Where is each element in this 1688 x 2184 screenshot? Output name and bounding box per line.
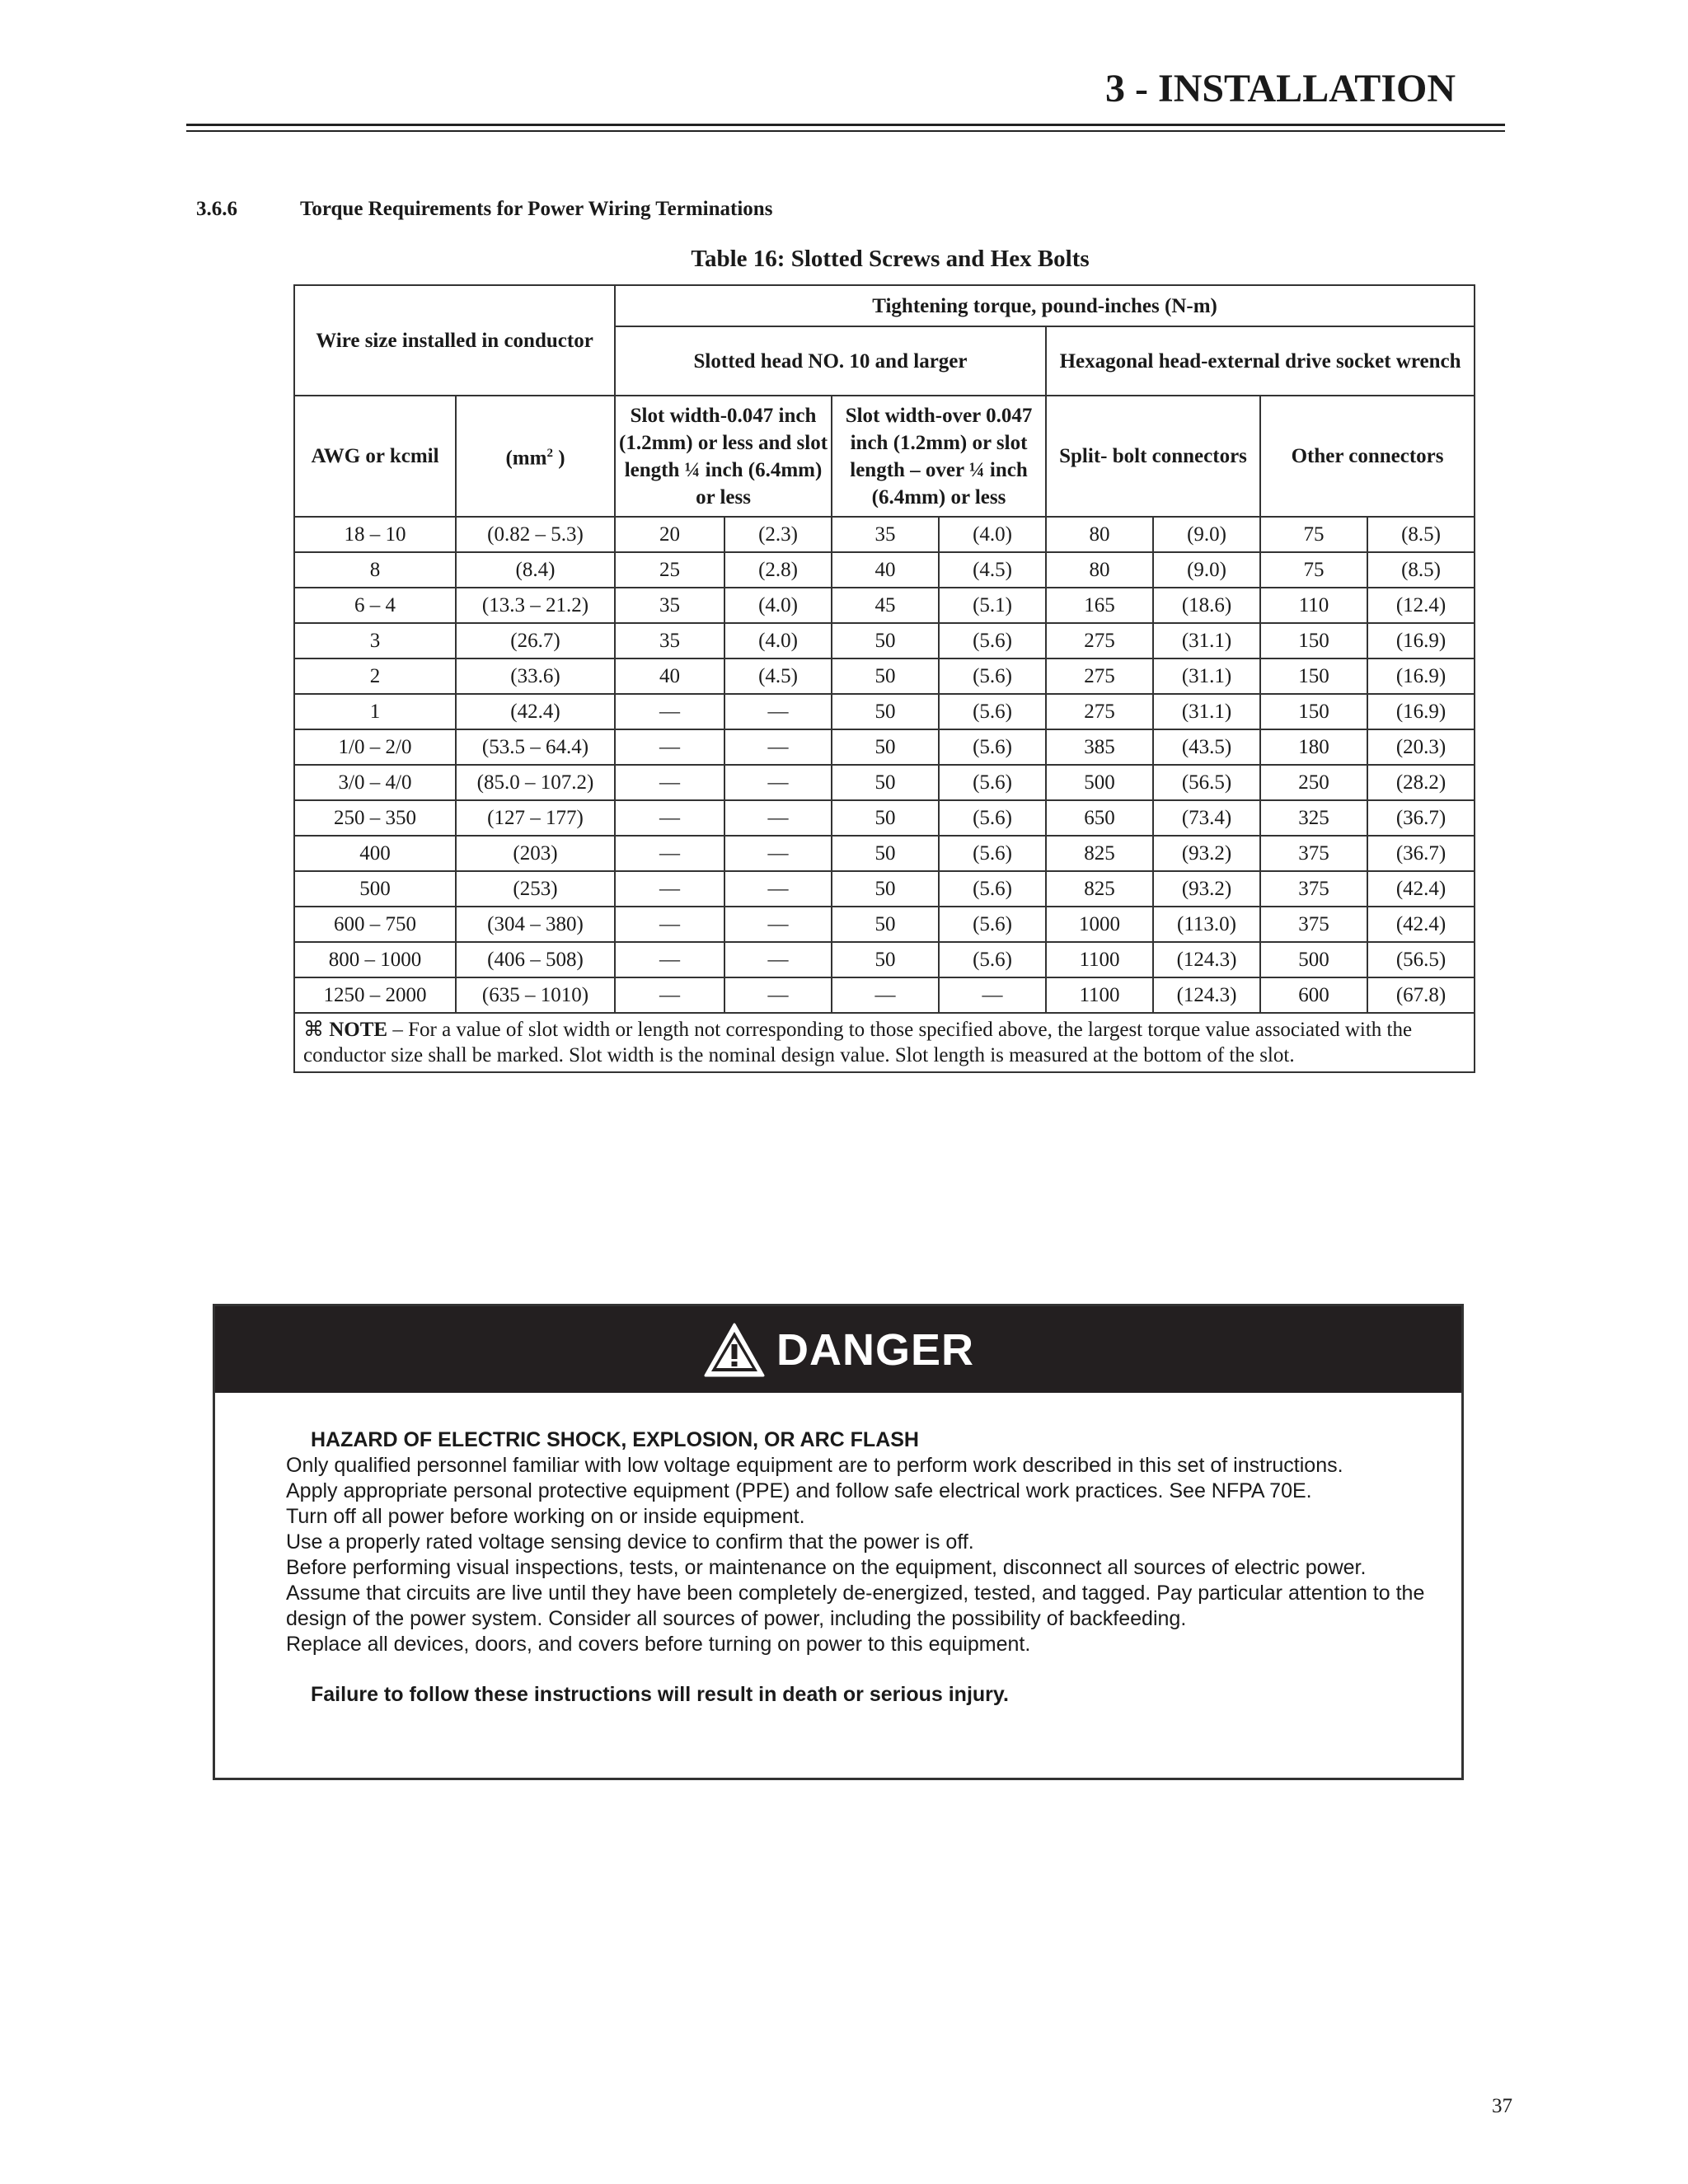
section-number: 3.6.6 (196, 198, 237, 220)
danger-line: Only qualified personnel familiar with low voltage equipment are to perform work described in this set of instructions. (286, 1454, 1343, 1477)
table-row (294, 871, 1475, 907)
table-cell: (4.5) (939, 552, 1046, 588)
table-cell: 150 (1260, 623, 1367, 658)
table-cell: 375 (1260, 871, 1367, 907)
table-cell: 50 (832, 623, 939, 658)
table-cell: (5.6) (939, 871, 1046, 907)
header-mm2: ($mm^2$ ) (456, 396, 615, 517)
header-slot-small: Slot width-0.047 inch (1.2mm) or less and slot length ¼ inch (6.4mm) or less (615, 396, 832, 517)
table-cell: (42.4) (1367, 871, 1475, 907)
table-cell: (124.3) (1153, 977, 1260, 1013)
table-cell: — (615, 871, 724, 907)
table-cell: 50 (832, 836, 939, 871)
table-cell: — (724, 765, 832, 800)
note-label: NOTE (329, 1019, 388, 1041)
table-cell: 1 (294, 694, 456, 729)
table-cell: (56.5) (1153, 765, 1260, 800)
table-cell: (18.6) (1153, 588, 1260, 623)
table-cell: 500 (1260, 942, 1367, 977)
table-cell: — (724, 977, 832, 1013)
table-cell: 400 (294, 836, 456, 871)
torque-table (293, 284, 1475, 1073)
table-cell: 25 (615, 552, 724, 588)
table-cell: (0.82 – 5.3) (456, 517, 615, 552)
table-cell: (5.6) (939, 658, 1046, 694)
table-row (294, 694, 1475, 729)
table-caption: Table 16: Slotted Screws and Hex Bolts (691, 246, 1090, 272)
table-cell: 650 (1046, 800, 1153, 836)
table-cell: (304 – 380) (456, 907, 615, 942)
header-slotted-group: Slotted head NO. 10 and larger (615, 326, 1046, 396)
table-cell: 150 (1260, 658, 1367, 694)
table-cell: 8 (294, 552, 456, 588)
header-awg: AWG or kcmil (294, 396, 456, 517)
table-row (294, 836, 1475, 871)
table-note (294, 1013, 1475, 1072)
table-cell: (5.6) (939, 765, 1046, 800)
table-cell: 50 (832, 800, 939, 836)
table-cell: 50 (832, 871, 939, 907)
chapter-title: 3 - INSTALLATION (1105, 67, 1456, 110)
table-cell: (203) (456, 836, 615, 871)
table-cell: (5.6) (939, 907, 1046, 942)
table-cell: 45 (832, 588, 939, 623)
table-cell: (9.0) (1153, 552, 1260, 588)
danger-line: Assume that circuits are live until they have been completely de-energized, tested, and tagged. Pay particular attention to the design of the power system. Consider all sources of power, including the possibility of backfeeding. (286, 1582, 1425, 1630)
table-row (294, 623, 1475, 658)
table-cell: 50 (832, 694, 939, 729)
header-slot-large: Slot width-over 0.047 inch (1.2mm) or slot length – over ¼ inch (6.4mm) or less (832, 396, 1046, 517)
table-cell: — (615, 836, 724, 871)
table-cell: (36.7) (1367, 800, 1475, 836)
table-cell: (43.5) (1153, 729, 1260, 765)
table-cell: (4.0) (939, 517, 1046, 552)
table-cell: (20.3) (1367, 729, 1475, 765)
table-cell: — (724, 907, 832, 942)
table-cell: (5.6) (939, 942, 1046, 977)
table-cell: — (724, 800, 832, 836)
table-cell: 50 (832, 729, 939, 765)
table-cell: (73.4) (1153, 800, 1260, 836)
table-cell: 1100 (1046, 977, 1153, 1013)
table-row (294, 658, 1475, 694)
danger-title: DANGER (776, 1324, 974, 1375)
table-cell: (8.5) (1367, 517, 1475, 552)
table-cell: 6 – 4 (294, 588, 456, 623)
table-cell: 35 (615, 623, 724, 658)
table-cell: (8.5) (1367, 552, 1475, 588)
table-cell: (5.6) (939, 800, 1046, 836)
table-cell: — (615, 729, 724, 765)
table-cell: 275 (1046, 694, 1153, 729)
table-cell: 75 (1260, 517, 1367, 552)
table-cell: (42.4) (1367, 907, 1475, 942)
table-cell: (53.5 – 64.4) (456, 729, 615, 765)
table-cell: (5.6) (939, 623, 1046, 658)
table-row (294, 907, 1475, 942)
table-row (294, 517, 1475, 552)
section-title: Torque Requirements for Power Wiring Terminations (300, 198, 773, 220)
table-cell: (42.4) (456, 694, 615, 729)
header-rule-thin (186, 130, 1505, 132)
table-row (294, 552, 1475, 588)
page-number: 37 (1492, 2095, 1512, 2117)
table-cell: (4.0) (724, 588, 832, 623)
danger-line: Before performing visual inspections, tests, or maintenance on the equipment, disconnect all sources of electric power. (286, 1556, 1367, 1579)
table-cell: 600 – 750 (294, 907, 456, 942)
table-cell: (9.0) (1153, 517, 1260, 552)
danger-body (215, 1393, 1461, 1708)
table-cell: 375 (1260, 836, 1367, 871)
header-split-bolt: Split- bolt connectors (1046, 396, 1260, 517)
table-cell: 275 (1046, 623, 1153, 658)
table-cell: — (939, 977, 1046, 1013)
table-cell: 50 (832, 765, 939, 800)
table-cell: 375 (1260, 907, 1367, 942)
table-cell: 1/0 – 2/0 (294, 729, 456, 765)
table-row (294, 942, 1475, 977)
table-cell: (12.4) (1367, 588, 1475, 623)
header-tightening-torque: Tightening torque, pound-inches (N-m) (615, 285, 1475, 326)
table-cell: 1100 (1046, 942, 1153, 977)
table-cell: (93.2) (1153, 871, 1260, 907)
header-rule-thick (186, 124, 1505, 126)
table-cell: 250 – 350 (294, 800, 456, 836)
table-cell: (28.2) (1367, 765, 1475, 800)
table-row (294, 977, 1475, 1013)
table-cell: 180 (1260, 729, 1367, 765)
table-cell: — (724, 729, 832, 765)
table-cell: — (615, 942, 724, 977)
table-cell: (31.1) (1153, 623, 1260, 658)
table-cell: 325 (1260, 800, 1367, 836)
table-cell: (5.6) (939, 694, 1046, 729)
table-cell: 3/0 – 4/0 (294, 765, 456, 800)
table-cell: — (615, 800, 724, 836)
table-cell: (16.9) (1367, 694, 1475, 729)
table-cell: 1000 (1046, 907, 1153, 942)
table-cell: 800 – 1000 (294, 942, 456, 977)
table-cell: (124.3) (1153, 942, 1260, 977)
table-row (294, 765, 1475, 800)
table-cell: 385 (1046, 729, 1153, 765)
table-cell: 18 – 10 (294, 517, 456, 552)
table-cell: 275 (1046, 658, 1153, 694)
table-cell: 35 (832, 517, 939, 552)
table-cell: — (724, 836, 832, 871)
table-cell: (4.5) (724, 658, 832, 694)
danger-line: Replace all devices, doors, and covers before turning on power to this equipment. (286, 1633, 1031, 1656)
danger-banner (215, 1306, 1461, 1393)
table-cell: (113.0) (1153, 907, 1260, 942)
table-cell: 1250 – 2000 (294, 977, 456, 1013)
table-cell: 80 (1046, 517, 1153, 552)
table-cell: 110 (1260, 588, 1367, 623)
note-text: – For a value of slot width or length not corresponding to those specified above, the largest torque value associated with the conductor size shall be marked. Slot width is the nominal design value. Slot length is measured at the bottom of the slot. (303, 1019, 1413, 1066)
hazard-heading: HAZARD OF ELECTRIC SHOCK, EXPLOSION, OR ARC FLASH (311, 1428, 919, 1451)
table-cell: — (615, 977, 724, 1013)
table-row (294, 729, 1475, 765)
danger-notice (213, 1304, 1464, 1780)
table-cell: (85.0 – 107.2) (456, 765, 615, 800)
danger-line: Turn off all power before working on or inside equipment. (286, 1505, 805, 1528)
table-cell: (26.7) (456, 623, 615, 658)
table-cell: (253) (456, 871, 615, 907)
header-other-connectors: Other connectors (1260, 396, 1475, 517)
table-body (294, 517, 1475, 1013)
table-cell: 35 (615, 588, 724, 623)
header-wire-size: Wire size installed in conductor (294, 285, 615, 396)
failure-warning: Failure to follow these instructions will result in death or serious injury. (311, 1683, 1009, 1706)
table-cell: 250 (1260, 765, 1367, 800)
table-cell: (56.5) (1367, 942, 1475, 977)
table-cell: 3 (294, 623, 456, 658)
table-cell: 165 (1046, 588, 1153, 623)
table-row (294, 800, 1475, 836)
table-cell: (5.6) (939, 729, 1046, 765)
table-cell: 500 (294, 871, 456, 907)
table-cell: 825 (1046, 871, 1153, 907)
section-heading (196, 198, 772, 221)
table-cell: — (615, 694, 724, 729)
table-cell: 50 (832, 907, 939, 942)
table-cell: 40 (832, 552, 939, 588)
note-symbol: ⌘ (303, 1019, 324, 1041)
table-cell: (635 – 1010) (456, 977, 615, 1013)
table-cell: — (615, 907, 724, 942)
table-cell: 2 (294, 658, 456, 694)
table-cell: (67.8) (1367, 977, 1475, 1013)
table-cell: (36.7) (1367, 836, 1475, 871)
table-row (294, 588, 1475, 623)
table-cell: (8.4) (456, 552, 615, 588)
danger-line: Use a properly rated voltage sensing device to confirm that the power is off. (286, 1530, 974, 1554)
table-cell: (93.2) (1153, 836, 1260, 871)
table-cell: (16.9) (1367, 623, 1475, 658)
table-cell: 20 (615, 517, 724, 552)
table-cell: 150 (1260, 694, 1367, 729)
table-cell: 500 (1046, 765, 1153, 800)
table-cell: (13.3 – 21.2) (456, 588, 615, 623)
table-cell: — (832, 977, 939, 1013)
table-cell: 75 (1260, 552, 1367, 588)
table-cell: 825 (1046, 836, 1153, 871)
table-cell: (5.1) (939, 588, 1046, 623)
table-cell: (33.6) (456, 658, 615, 694)
table-cell: (127 – 177) (456, 800, 615, 836)
table-cell: (4.0) (724, 623, 832, 658)
table-cell: (31.1) (1153, 658, 1260, 694)
table-cell: — (724, 942, 832, 977)
warning-triangle-icon (702, 1321, 767, 1379)
table-cell: (2.3) (724, 517, 832, 552)
table-cell: 40 (615, 658, 724, 694)
table-cell: (5.6) (939, 836, 1046, 871)
table-cell: (2.8) (724, 552, 832, 588)
table-cell: 600 (1260, 977, 1367, 1013)
table-cell: 50 (832, 942, 939, 977)
table-cell: — (724, 694, 832, 729)
table-cell: — (615, 765, 724, 800)
table-cell: (406 – 508) (456, 942, 615, 977)
table-cell: (16.9) (1367, 658, 1475, 694)
header-hex-group: Hexagonal head-external drive socket wrench (1046, 326, 1475, 396)
table-cell: 80 (1046, 552, 1153, 588)
table-cell: (31.1) (1153, 694, 1260, 729)
table-cell: 50 (832, 658, 939, 694)
danger-line: Apply appropriate personal protective equipment (PPE) and follow safe electrical work practices. See NFPA 70E. (286, 1479, 1312, 1502)
table-cell: — (724, 871, 832, 907)
